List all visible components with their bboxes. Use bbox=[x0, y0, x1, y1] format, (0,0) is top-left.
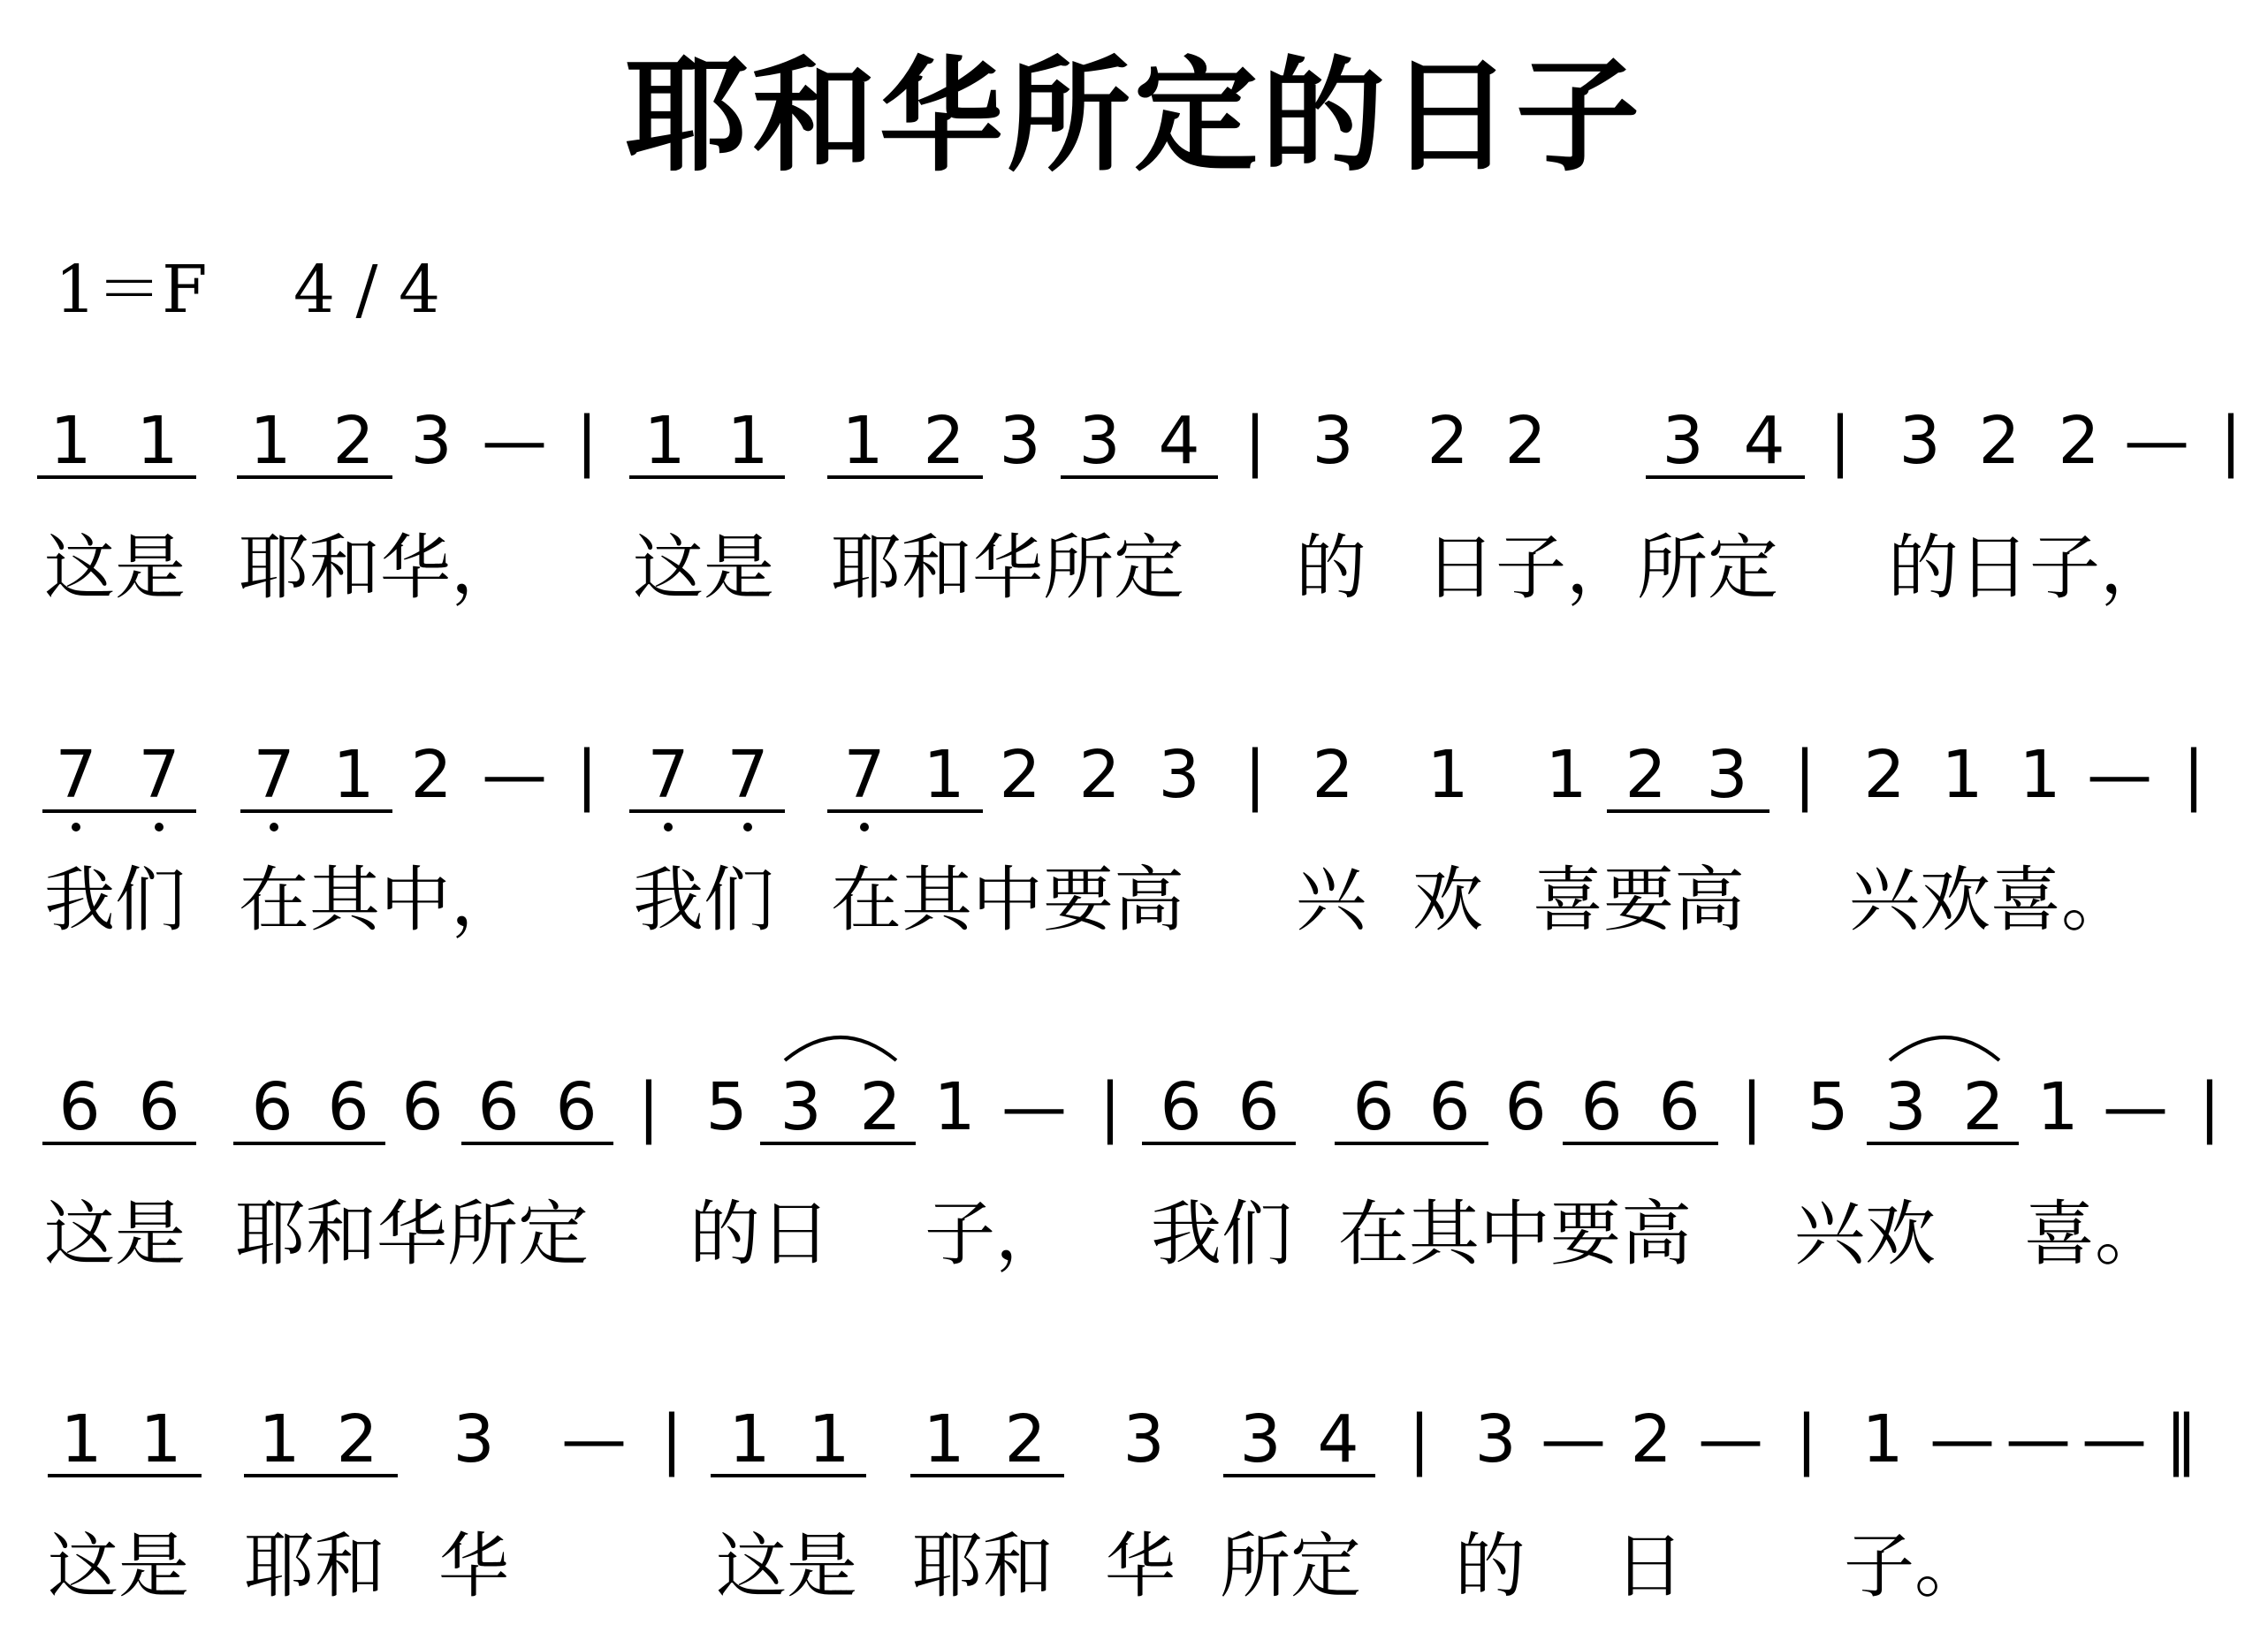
note: 1 bbox=[643, 403, 686, 479]
note: 6 bbox=[1580, 1069, 1623, 1145]
note: 1 bbox=[2019, 737, 2061, 813]
dash: — bbox=[482, 737, 547, 813]
lyric: 耶和华所定 bbox=[831, 527, 1184, 609]
low-octave-dot bbox=[72, 823, 80, 831]
note: 1 bbox=[933, 1069, 976, 1145]
dash: — bbox=[561, 1401, 627, 1477]
note: 3 bbox=[1884, 1069, 1927, 1145]
lyric: 兴欢 bbox=[1794, 1193, 1936, 1275]
lyric: 在其中要高 bbox=[831, 859, 1184, 941]
note: 1 bbox=[49, 403, 92, 479]
note: 3 bbox=[410, 403, 453, 479]
note: 2 bbox=[859, 1069, 902, 1145]
slur bbox=[1890, 1037, 1999, 1060]
system-2 bbox=[44, 737, 2204, 941]
lyric: 日子，所定 bbox=[1425, 527, 1778, 609]
note: 2 bbox=[1504, 403, 1547, 479]
note: 2 bbox=[1962, 1069, 2005, 1145]
note: 6 bbox=[1237, 1069, 1280, 1145]
note: 1 bbox=[249, 403, 292, 479]
note: 1 bbox=[140, 1401, 182, 1477]
barline: | bbox=[575, 737, 598, 813]
note: 2 bbox=[1978, 403, 2021, 479]
note: 3 bbox=[999, 403, 1041, 479]
barline: | bbox=[1829, 403, 1852, 479]
note: 2 bbox=[336, 1401, 378, 1477]
note-row bbox=[60, 1401, 2197, 1477]
lyric: 耶和 bbox=[244, 1525, 385, 1607]
note: 7 bbox=[138, 737, 180, 813]
lyric: 在其中要高 bbox=[1338, 1193, 1692, 1275]
dash: — bbox=[2005, 1401, 2071, 1477]
note: 3 bbox=[1312, 403, 1354, 479]
note-row bbox=[55, 737, 2204, 813]
note: 6 bbox=[1352, 1069, 1395, 1145]
lyric: 我们 bbox=[44, 859, 186, 941]
lyric: 的日 bbox=[689, 1193, 831, 1275]
lyric: 子， bbox=[925, 1193, 1066, 1275]
note: 3 bbox=[1899, 403, 1941, 479]
note: 1 bbox=[258, 1401, 301, 1477]
note: 5 bbox=[1807, 1069, 1849, 1145]
note: 1 bbox=[1861, 1401, 1904, 1477]
lyric: 耶和华， bbox=[239, 527, 521, 609]
note: 3 bbox=[1158, 737, 1200, 813]
note: 1 bbox=[136, 403, 179, 479]
note: 6 bbox=[1504, 1069, 1547, 1145]
lyric: 我们 bbox=[1151, 1193, 1292, 1275]
lyric: 这是 bbox=[716, 1525, 857, 1607]
note: 1 bbox=[60, 1401, 103, 1477]
lyric: 华 bbox=[1105, 1525, 1176, 1607]
lyric: 华 bbox=[438, 1525, 509, 1607]
note: 6 bbox=[58, 1069, 101, 1145]
note: 3 bbox=[780, 1069, 822, 1145]
barline: | bbox=[1408, 1401, 1431, 1477]
note: 5 bbox=[705, 1069, 748, 1145]
note: 1 bbox=[1941, 737, 1983, 813]
note: 7 bbox=[253, 737, 295, 813]
note: 3 bbox=[453, 1401, 495, 1477]
note-row bbox=[49, 403, 2241, 479]
system-3 bbox=[44, 1069, 2220, 1275]
note: 1 bbox=[728, 1401, 771, 1477]
lyric: 这是 bbox=[44, 1193, 186, 1275]
lyric: 日 bbox=[1614, 1525, 1685, 1607]
note: 3 bbox=[1706, 737, 1748, 813]
dash: — bbox=[2082, 1401, 2147, 1477]
barline: | bbox=[637, 1069, 660, 1145]
note: 6 bbox=[555, 1069, 597, 1145]
lyric-row bbox=[44, 1193, 2165, 1275]
note: 2 bbox=[1625, 737, 1667, 813]
note: 1 bbox=[2036, 1069, 2079, 1145]
system-1 bbox=[44, 403, 2241, 609]
note: 6 bbox=[327, 1069, 369, 1145]
note: 2 bbox=[923, 403, 965, 479]
note: 2 bbox=[332, 403, 375, 479]
lyric: 的 bbox=[1455, 1525, 1526, 1607]
lyric: 在其中， bbox=[239, 859, 521, 941]
barline: | bbox=[660, 1401, 683, 1477]
barline: | bbox=[575, 403, 598, 479]
note: 3 bbox=[1239, 1401, 1282, 1477]
note: 3 bbox=[1474, 1401, 1517, 1477]
barline: | bbox=[1793, 737, 1816, 813]
barline: | bbox=[2182, 737, 2205, 813]
note: 1 bbox=[923, 1401, 965, 1477]
note: 1 bbox=[923, 737, 965, 813]
lyric: 喜。 bbox=[2024, 1193, 2165, 1275]
barline: | bbox=[1740, 1069, 1763, 1145]
note: 6 bbox=[251, 1069, 293, 1145]
note: 1 bbox=[1545, 737, 1587, 813]
barline: | bbox=[1244, 737, 1267, 813]
note: 3 bbox=[1123, 1401, 1165, 1477]
lyric: 的 bbox=[1296, 527, 1366, 609]
lyric: 所定 bbox=[1220, 1525, 1361, 1607]
barline: | bbox=[1795, 1401, 1818, 1477]
note: 7 bbox=[647, 737, 689, 813]
song-title: 耶和华所定的日子 bbox=[624, 45, 1643, 189]
lyric: 的日子， bbox=[1888, 527, 2171, 609]
low-octave-dot bbox=[155, 823, 164, 831]
dash: — bbox=[1001, 1069, 1067, 1145]
note: 2 bbox=[1863, 737, 1906, 813]
score-marks bbox=[37, 477, 2019, 1476]
lyric: 兴欢喜。 bbox=[1849, 859, 2132, 941]
note: 2 bbox=[1312, 737, 1354, 813]
note: 6 bbox=[1160, 1069, 1202, 1145]
lyric: 这是 bbox=[633, 527, 774, 609]
barline: | bbox=[1099, 1069, 1122, 1145]
lyric: 欢 bbox=[1412, 859, 1483, 941]
note: 2 bbox=[1630, 1401, 1672, 1477]
dash: — bbox=[1698, 1401, 1763, 1477]
note: 7 bbox=[55, 737, 97, 813]
lyric: 子。 bbox=[1844, 1525, 1985, 1607]
lyric-row bbox=[48, 1525, 1985, 1607]
note: 2 bbox=[1004, 1401, 1046, 1477]
note: 3 bbox=[1078, 403, 1121, 479]
system-4 bbox=[48, 1401, 2198, 1607]
lyric: 兴 bbox=[1296, 859, 1366, 941]
barline: | bbox=[2198, 1069, 2221, 1145]
note: 6 bbox=[477, 1069, 520, 1145]
note: 1 bbox=[808, 1401, 850, 1477]
lyric: 耶和 bbox=[912, 1525, 1054, 1607]
note: 2 bbox=[1078, 737, 1121, 813]
lyric: 我们 bbox=[633, 859, 774, 941]
note: 4 bbox=[1158, 403, 1200, 479]
dash: — bbox=[2124, 403, 2189, 479]
note: 1 bbox=[332, 737, 375, 813]
low-octave-dot bbox=[743, 823, 752, 831]
dash: — bbox=[2103, 1069, 2168, 1145]
note: 2 bbox=[1427, 403, 1469, 479]
note: 6 bbox=[138, 1069, 180, 1145]
lyric: 这是 bbox=[48, 1525, 189, 1607]
note: 2 bbox=[999, 737, 1041, 813]
lyric: 喜要高 bbox=[1533, 859, 1745, 941]
barline: | bbox=[2219, 403, 2242, 479]
note-row bbox=[58, 1069, 2220, 1145]
note: 3 bbox=[1662, 403, 1704, 479]
low-octave-dot bbox=[664, 823, 673, 831]
note: 6 bbox=[401, 1069, 444, 1145]
dash: — bbox=[1929, 1401, 1995, 1477]
barline: | bbox=[1244, 403, 1267, 479]
lyric: 耶和华所定 bbox=[235, 1193, 589, 1275]
note: 2 bbox=[2058, 403, 2100, 479]
dash: — bbox=[1541, 1401, 1606, 1477]
final-barline: ‖ bbox=[2165, 1401, 2198, 1477]
lyric: 这是 bbox=[44, 527, 186, 609]
note: 1 bbox=[727, 403, 769, 479]
dash: — bbox=[2087, 737, 2152, 813]
note: 6 bbox=[1658, 1069, 1701, 1145]
note: 2 bbox=[410, 737, 453, 813]
note: 1 bbox=[841, 403, 884, 479]
note: 7 bbox=[727, 737, 769, 813]
note: 6 bbox=[1428, 1069, 1471, 1145]
key-signature: 1＝F 4 / 4 bbox=[55, 252, 441, 328]
lyric-row bbox=[44, 859, 2132, 941]
note: 4 bbox=[1743, 403, 1785, 479]
low-octave-dot bbox=[860, 823, 869, 831]
note: 4 bbox=[1317, 1401, 1359, 1477]
note: 7 bbox=[843, 737, 886, 813]
lyric-row bbox=[44, 527, 2171, 609]
note: 1 bbox=[1427, 737, 1469, 813]
low-octave-dot bbox=[270, 823, 278, 831]
dash: — bbox=[482, 403, 547, 479]
slur bbox=[785, 1037, 896, 1060]
